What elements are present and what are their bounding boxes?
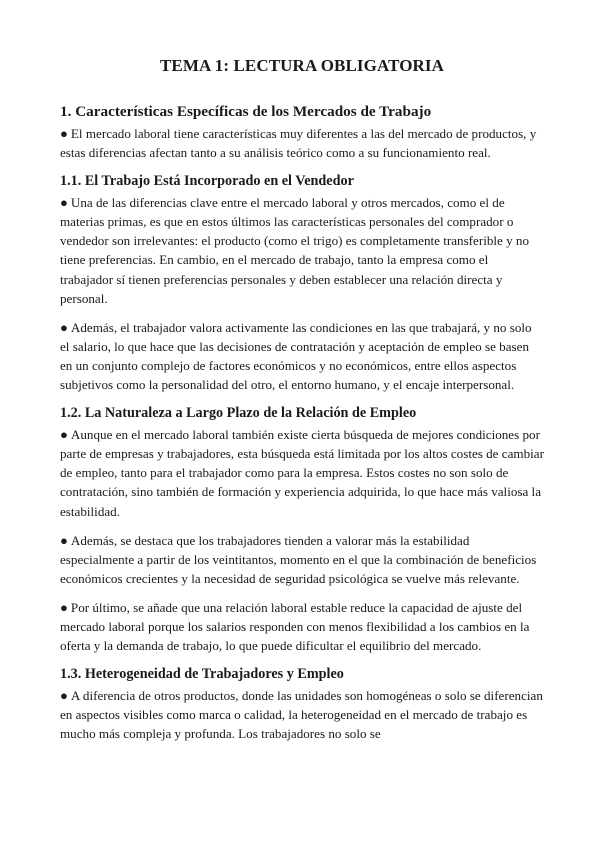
section-heading-1: 1. Características Específicas de los Mercados de Trabajo [60,103,432,120]
subsection-heading-1-3: 1.3. Heterogeneidad de Trabajadores y Empleo [60,666,344,683]
bullet-icon: ● [60,599,68,615]
subsection-heading-1-2: 1.2. La Naturaleza a Largo Plazo de la Relación de Empleo [60,405,417,422]
paragraph-1-1 [60,124,544,162]
bullet-icon: ● [60,427,68,443]
document-title: TEMA 1: LECTURA OBLIGATORIA [159,56,445,75]
paragraph-1-2-3 [60,598,544,655]
bullet-icon: ● [60,126,68,141]
paragraph-text: Una de las diferencias clave entre el mercado laboral y otros mercados, como el de materias primas, es que en estos últimos las características personales del comprador o vendedor son irrelevantes: el producto (como el trigo) es completamente transferible y no tiene preferencias. En cambio, en el mercado de trabajo, tanto la empresa como el trabajador sí tienen preferencias personales y deben establecer una relación directa y personal. [60,195,530,306]
paragraph-text: Además, se destaca que los trabajadores tienden a valorar más la estabilidad especialmente a partir de los veintitantos, momento en el que la combinación de beneficios económicos crecientes y la necesidad de seguridad psicológica se vuelve más relevante. [60,532,537,586]
paragraph-text: Por último, se añade que una relación laboral estable reduce la capacidad de ajuste del mercado laboral porque los salarios responden con menos flexibilidad a los cambios en la oferta y la demanda de trabajo, lo que puede dificultar el equilibrio del mercado. [60,599,530,654]
paragraph-text: Además, el trabajador valora activamente las condiciones en las que trabajará, y no solo el salario, lo que hace que las decisiones de contratación y aceptación de empleo se basen en un conjunto complejo de factores económicos y no económicos, entre ellos aspectos subjetivos como la personalidad del otro, el entorno humano, y el encaje interpersonal. [60,319,532,393]
paragraph-text: El mercado laboral tiene características muy diferentes a las del mercado de productos, y estas diferencias afectan tanto a su análisis teórico como a su funcionamiento real. [60,126,537,161]
bullet-icon: ● [60,195,68,211]
bullet-icon: ● [60,688,68,704]
paragraph-text: A diferencia de otros productos, donde las unidades son homogéneas o solo se diferencian en aspectos visibles como marca o calidad, la heterogeneidad en el mercado de trabajo es mucho más compleja y profunda. Los trabajadores no solo se [60,688,543,742]
bullet-icon: ● [60,319,68,335]
paragraph-1-2-2 [60,531,544,588]
paragraph-1-3-1 [60,686,544,743]
paragraph-1-2-1 [60,425,544,520]
subsection-heading-1-1: 1.1. El Trabajo Está Incorporado en el Vendedor [60,173,354,190]
paragraph-1-1-2 [60,318,544,394]
paragraph-text: Aunque en el mercado laboral también existe cierta búsqueda de mejores condiciones por parte de empresas y trabajadores, esta búsqueda está limitada por los altos costes de cambiar de empleo, tanto para el trabajador como para la empresa. Estos costes no son solo de contratación, sino también de formación y experiencia adquirida, lo que hace más valiosa la estabilidad. [60,427,544,519]
bullet-icon: ● [60,532,68,548]
paragraph-1-1-1 [60,193,544,308]
